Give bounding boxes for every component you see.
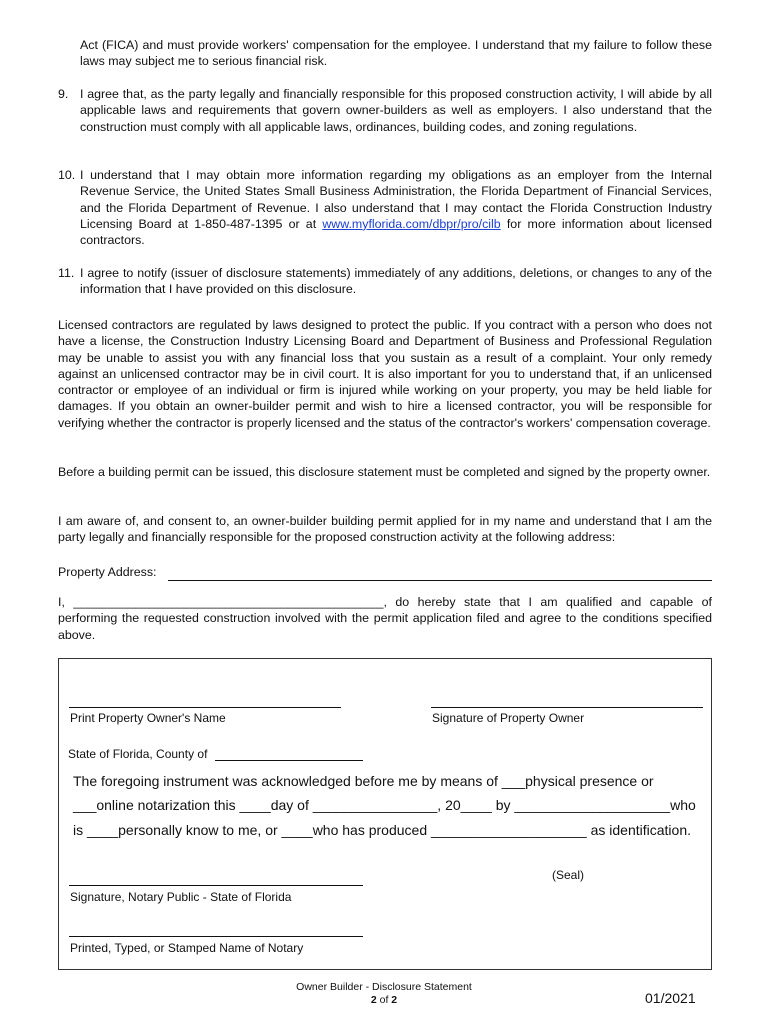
item-text-after-link: for more information about licensed contractors.	[80, 216, 713, 248]
print-name-field[interactable]	[69, 707, 341, 708]
consent-paragraph: I am aware of, and consent to, an owner-builder building permit applied for in my name and understand that I am the party legally and financially responsible for the proposed construction activity at the following address:	[58, 514, 712, 545]
page-of: of	[376, 994, 392, 1006]
item-text: I agree to notify (issuer of disclosure statements) immediately of any additions, deletions, or changes to any of the information that I have provided on this disclosure.	[80, 266, 712, 297]
property-address-field[interactable]	[168, 580, 712, 581]
item-text-before-link: I understand that I may obtain more information regarding my obligations as an employer from the Internal Revenue Service, the United States Small Business Administration, the Florida Department of Financial Services, and the Florida Department of Revenue. I also understand that I may contact the Florida Construction Industry Licensing Board at 1-850-487-1395 or at	[80, 168, 712, 231]
licensed-contractors-paragraph: Licensed contractors are regulated by laws designed to protect the public. If you contract with a person who does not have a license, the Construction Industry Licensing Board and Department of Business and Professional Regulation may be unable to assist you with any financial loss that you sustain as a result of a complaint. Your only remedy against an unlicensed contractor may be in civil court. It is also important for you to understand that, if an unlicensed contractor or employee of an individual or firm is injured while working on your property, you may be held liable for damages. If you obtain an owner-builder permit and wish to hire a licensed contractor, you will be responsible for verifying whether the contractor is properly licensed and the status of the contractor's workers' compensation coverage.	[58, 318, 712, 430]
seal-label: (Seal)	[552, 868, 585, 882]
notary-box	[58, 658, 712, 970]
cilb-link[interactable]: www.myflorida.com/dbpr/pro/cilb	[322, 216, 501, 231]
list-item-10	[58, 167, 712, 248]
footer-title: Owner Builder - Disclosure Statement	[296, 981, 472, 993]
owner-statement	[58, 594, 712, 643]
county-label: State of Florida, County of	[68, 747, 208, 761]
notary-name-field[interactable]	[69, 936, 363, 937]
list-item-11	[58, 265, 712, 298]
notary-name-label: Printed, Typed, or Stamped Name of Notary	[70, 941, 304, 955]
list-item-9	[58, 86, 712, 135]
page-current: 2	[370, 994, 377, 1006]
page-total: 2	[391, 994, 398, 1006]
notary-signature-label: Signature, Notary Public - State of Florida	[70, 890, 292, 904]
county-field[interactable]	[215, 760, 363, 761]
form-date: 01/2021	[645, 990, 696, 1006]
owner-statement-prefix: I,	[58, 595, 74, 609]
signature-field[interactable]	[431, 707, 703, 708]
owner-statement-text: , do hereby state that I am qualified and capable of performing the requested construction involved with the permit application filed and agree to the conditions specified above.	[58, 595, 712, 642]
signature-label: Signature of Property Owner	[432, 711, 585, 725]
notary-signature-field[interactable]	[69, 885, 363, 886]
before-permit-paragraph: Before a building permit can be issued, this disclosure statement must be completed and signed by the property owner.	[58, 465, 711, 479]
property-address-label: Property Address:	[58, 565, 157, 579]
item-number: 11.	[58, 266, 75, 280]
item-number: 9.	[58, 87, 69, 101]
item-text: I agree that, as the party legally and financially responsible for this proposed construction activity, I will abide by all applicable laws and requirements that govern owner-builders as well as employers. I also understand that the construction must comply with all applicable laws, ordinances, building codes, and zoning regulations.	[80, 87, 712, 134]
item-text	[80, 167, 712, 248]
ack-line-1: The foregoing instrument was acknowledged before me by means of ___physical presence or	[73, 773, 654, 789]
print-name-label: Print Property Owner's Name	[70, 711, 226, 725]
ack-line-3: is ____personally know to me, or ____who has produced ____________________ as identification.	[73, 822, 692, 838]
owner-name-blank[interactable]: _____________________________________________	[73, 595, 384, 609]
intro-continued: Act (FICA) and must provide workers' compensation for the employee. I understand that my failure to follow these laws may subject me to serious financial risk.	[80, 38, 712, 69]
ack-line-2: ___online notarization this ____day of ________________, 20____ by ____________________who	[73, 797, 696, 813]
item-number: 10.	[58, 168, 76, 182]
page-number	[284, 994, 484, 1006]
